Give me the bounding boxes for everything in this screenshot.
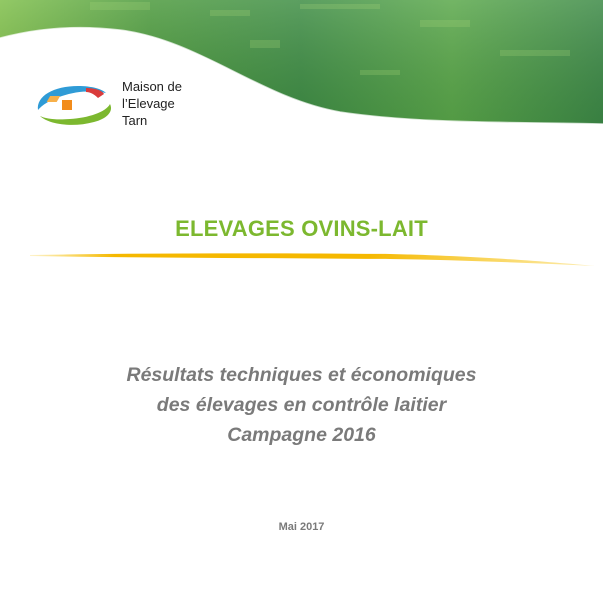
title-underline: [30, 250, 595, 270]
organization-name-line: Maison de: [122, 79, 182, 94]
logo-swoosh-icon: [32, 72, 122, 132]
subtitle-line: des élevages en contrôle laitier: [156, 394, 447, 416]
document-title: ELEVAGES OVINS-LAIT: [175, 216, 428, 241]
subtitle-line: Résultats techniques et économiques: [126, 364, 477, 386]
document-subtitle: [0, 360, 603, 450]
subtitle-line: Campagne 2016: [227, 424, 376, 446]
organization-name-line: Tarn: [122, 113, 148, 128]
organization-name-line: l’Elevage: [122, 96, 175, 111]
publication-date: Mai 2017: [278, 521, 325, 533]
organization-name: [122, 78, 182, 129]
